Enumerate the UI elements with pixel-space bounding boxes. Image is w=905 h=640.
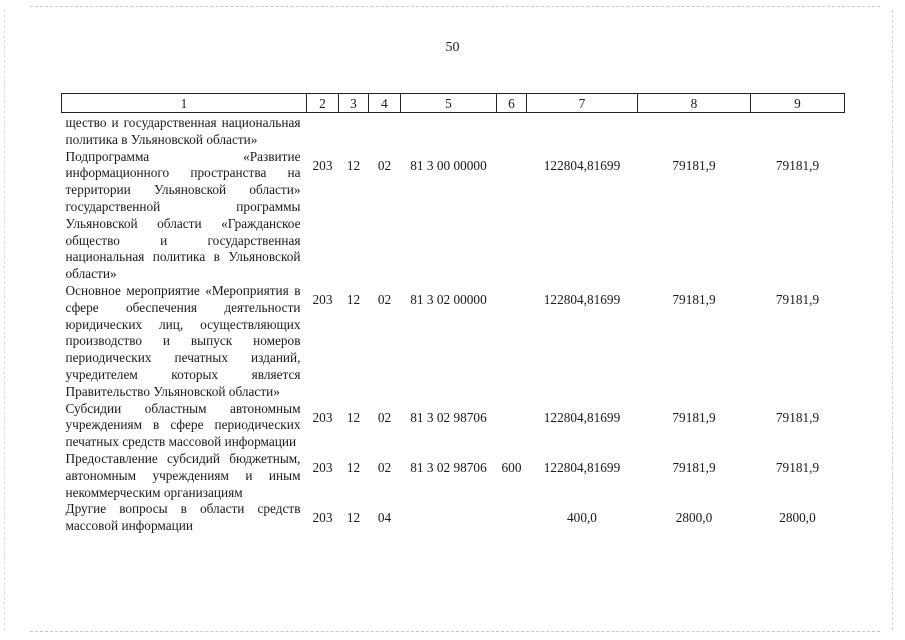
row-code-4: 02 [377, 409, 392, 425]
continuation-text: щество и государственная национальная политика в Ульяновской области» [65, 115, 301, 147]
table-row-continuation [62, 113, 845, 149]
row-code-5: 81 3 00 00000 [410, 157, 487, 173]
row-code-2: 203 [312, 459, 333, 475]
column-header-1: 1 [62, 94, 307, 113]
row-amount-7: 122804,81699 [543, 459, 621, 475]
row-amount-8: 2800,0 [675, 510, 713, 526]
row-code-3: 12 [346, 157, 361, 173]
table-row [62, 501, 845, 535]
column-header-9: 9 [751, 94, 845, 113]
row-amount-8: 79181,9 [672, 409, 716, 425]
row-name: Основное мероприятие «Мероприятия в сфере обеспечения деятельности юридических лиц, осуществляющих производство и выпуск номеров периодических печатных изданий, учредителем которых является Правительство Ульяновской области» [65, 282, 301, 399]
column-header-7: 7 [527, 94, 638, 113]
row-code-2: 203 [312, 157, 333, 173]
row-amount-9: 79181,9 [775, 459, 820, 475]
row-code-2: 203 [312, 291, 333, 307]
row-amount-7: 122804,81699 [543, 409, 621, 425]
row-code-4: 02 [377, 459, 392, 475]
row-name: Другие вопросы в области средств массовой информации [65, 501, 301, 534]
row-code-6 [497, 149, 527, 283]
table-row [62, 149, 845, 283]
column-header-2: 2 [307, 94, 339, 113]
row-code-6: 600 [501, 459, 522, 475]
row-amount-8: 79181,9 [672, 291, 716, 307]
row-amount-7: 400,0 [567, 510, 597, 526]
table-header-row [62, 94, 845, 113]
row-code-5: 81 3 02 00000 [410, 291, 487, 307]
row-amount-7: 122804,81699 [543, 291, 621, 307]
table-row [62, 283, 845, 401]
row-code-2: 203 [312, 409, 333, 425]
column-header-5: 5 [401, 94, 497, 113]
row-amount-9: 79181,9 [775, 409, 820, 425]
row-code-4: 02 [377, 157, 392, 173]
column-header-4: 4 [369, 94, 401, 113]
row-code-5: 81 3 02 98706 [410, 459, 487, 475]
row-code-4: 04 [377, 510, 392, 526]
row-amount-7: 122804,81699 [543, 157, 621, 173]
row-code-6 [497, 283, 527, 401]
row-name: Подпрограмма «Развитие информационного пространства на территории Ульяновской области» государственной программы Ульяновской области «Гражданское общество и государственная национальная политика в Ульяновской области» [65, 148, 301, 282]
row-code-5: 81 3 02 98706 [410, 409, 487, 425]
scan-edge-left [4, 10, 5, 630]
column-header-8: 8 [638, 94, 751, 113]
page-number: 50 [445, 40, 460, 55]
row-amount-8: 79181,9 [672, 459, 716, 475]
row-name: Субсидии областным автономным учреждениям в сфере периодических печатных средств массовой информации [65, 400, 301, 450]
row-code-5 [401, 501, 497, 535]
row-name: Предоставление субсидий бюджетным, автономным учреждениям и иным некоммерческим организациям [65, 450, 301, 500]
row-code-6 [497, 401, 527, 451]
row-amount-9: 79181,9 [775, 157, 820, 173]
row-code-2: 203 [312, 510, 333, 526]
column-header-3: 3 [339, 94, 369, 113]
row-code-3: 12 [346, 291, 361, 307]
row-amount-8: 79181,9 [672, 157, 716, 173]
row-code-3: 12 [346, 510, 361, 526]
scan-edge-top [30, 6, 880, 7]
row-code-3: 12 [346, 409, 361, 425]
row-code-4: 02 [377, 291, 392, 307]
row-amount-9: 2800,0 [779, 510, 816, 526]
table-row [62, 401, 845, 451]
scan-edge-bottom [30, 631, 880, 632]
scan-edge-right [892, 10, 893, 630]
budget-table [61, 93, 845, 535]
row-code-6 [497, 501, 527, 535]
row-code-3: 12 [346, 459, 361, 475]
column-header-6: 6 [497, 94, 527, 113]
table-row [62, 451, 845, 501]
row-amount-9: 79181,9 [775, 291, 820, 307]
